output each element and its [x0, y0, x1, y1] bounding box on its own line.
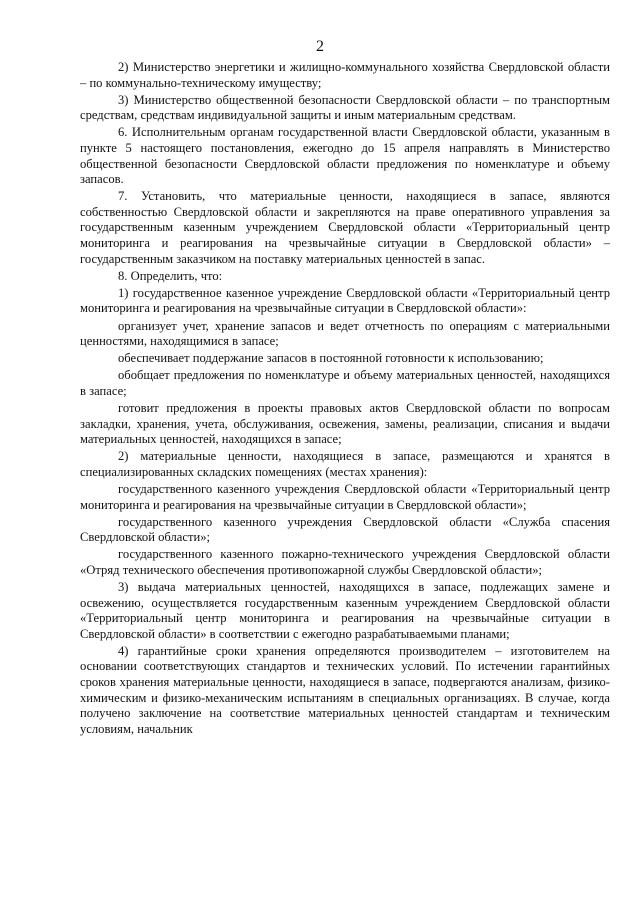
- paragraph: 7. Установить, что материальные ценности, находящиеся в запасе, являются собственностью Свердловской области и закрепляются на праве оперативного управления за государственным казенным учреждением Свердловской области «Территориальный центр мониторинга и реагирования на чрезвычайные ситуации в Свердловской области» – государственным заказчиком на поставку материальных ценностей в запас.: [80, 189, 610, 266]
- page-number: 2: [316, 38, 324, 55]
- paragraph: обеспечивает поддержание запасов в постоянной готовности к использованию;: [118, 351, 544, 366]
- paragraph: 3) выдача материальных ценностей, находящихся в запасе, подлежащих замене и освежению, осуществляется государственным казенным учреждением Свердловской области «Территориальный центр мониторинга и реагирования на чрезвычайные ситуации в Свердловской области» в соответствии с ежегодно разрабатываемыми планами;: [80, 580, 610, 641]
- paragraph: 2) Министерство энергетики и жилищно-коммунального хозяйства Свердловской области – по коммунально-техническому имуществу;: [80, 60, 610, 90]
- paragraph: 6. Исполнительным органам государственной власти Свердловской области, указанным в пункте 5 настоящего постановления, ежегодно до 15 апреля направлять в Министерство общественной безопасности Свердловской области предложения по номенклатуре и объему запасов.: [80, 125, 610, 187]
- paragraph: государственного казенного учреждения Свердловской области «Территориальный центр мониторинга и реагирования на чрезвычайные ситуации в Свердловской области»;: [80, 481, 610, 512]
- paragraph: 1) государственное казенное учреждение Свердловской области «Территориальный центр мониторинга и реагирования на чрезвычайные ситуации в Свердловской области»:: [80, 285, 610, 316]
- paragraph: 2) материальные ценности, находящиеся в запасе, размещаются и хранятся в специализированных складских помещениях (местах хранения):: [80, 449, 610, 479]
- document-body: [80, 60, 610, 739]
- paragraph: готовит предложения в проекты правовых актов Свердловской области по вопросам закладки, хранения, учета, обслуживания, освежения, замены, реализации, списания и выдачи материальных ценностей, находящихся в запасе;: [80, 400, 610, 447]
- paragraph: государственного казенного пожарно-технического учреждения Свердловской области «Отряд технического обеспечения противопожарной службы Свердловской области»;: [80, 547, 610, 577]
- paragraph: организует учет, хранение запасов и ведет отчетность по операциям с материальными ценностями, находящимися в запасе;: [80, 318, 610, 349]
- paragraph: 8. Определить, что:: [118, 268, 223, 283]
- paragraph: 3) Министерство общественной безопасности Свердловской области – по транспортным средствам, средствам индивидуальной защиты и иным материальным средствам.: [80, 92, 610, 123]
- paragraph: обобщает предложения по номенклатуре и объему материальных ценностей, находящихся в запасе;: [80, 368, 610, 398]
- paragraph: 4) гарантийные сроки хранения определяются производителем – изготовителем на основании соответствующих стандартов и технических условий. По истечении гарантийных сроков хранения материальные ценности, находящиеся в запасе, подвергаются анализам, физико-химическим и физико-механическим испытаниям в специальных организациях. В случае, когда получено заключение на соответствие материальных ценностей стандартам и техническим условиям, начальник: [80, 643, 610, 736]
- paragraph: государственного казенного учреждения Свердловской области «Служба спасения Свердловской области»;: [80, 514, 610, 545]
